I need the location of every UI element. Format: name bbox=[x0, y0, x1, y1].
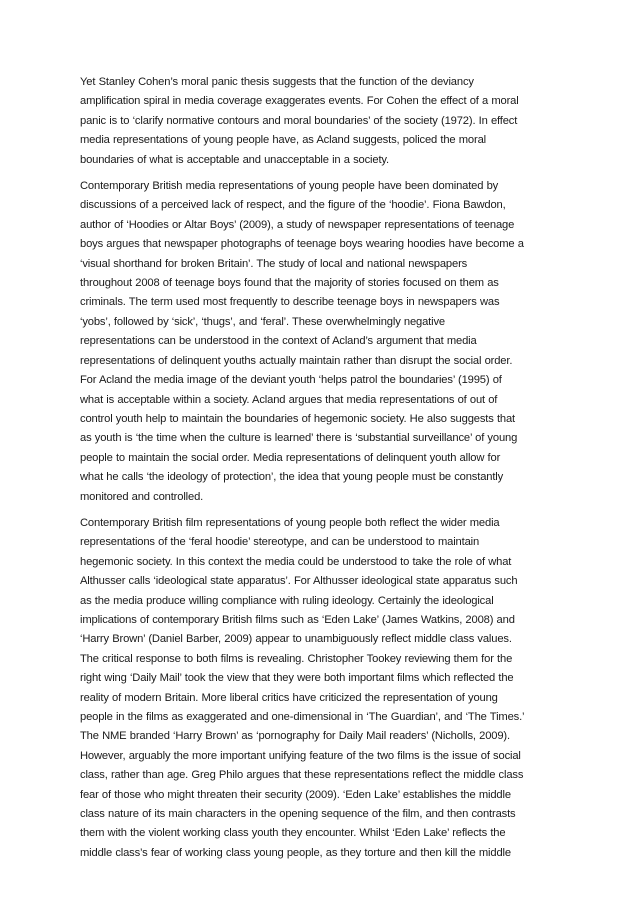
text-line: people to maintain the social order. Media representations of delinquent youth allow for bbox=[80, 451, 501, 464]
text-line: implications of contemporary British films such as ‘Eden Lake’ (James Watkins, 2008) and bbox=[80, 613, 515, 626]
text-line: as the media produce willing compliance with ruling ideology. Certainly the ideological bbox=[80, 594, 494, 607]
text-line: discussions of a perceived lack of respect, and the figure of the ‘hoodie’. Fiona Bawdon, bbox=[80, 199, 506, 212]
text-line: them with the violent working class youth they encounter. Whilst ‘Eden Lake’ reflects the bbox=[80, 827, 506, 840]
text-line: Yet Stanley Cohen’s moral panic thesis suggests that the function of the deviancy bbox=[80, 76, 474, 88]
text-line: boys argues that newspaper photographs of teenage boys wearing hoodies have become a bbox=[80, 238, 524, 251]
text-line: criminals. The term used most frequently to describe teenage boys in newspapers was bbox=[80, 296, 500, 309]
text-line: monitored and controlled. bbox=[80, 490, 204, 503]
text-line: ‘visual shorthand for broken Britain’. The study of local and national newspapers bbox=[80, 257, 468, 270]
document-body bbox=[80, 73, 564, 870]
text-line: boundaries of what is acceptable and unacceptable in a society. bbox=[80, 153, 389, 166]
text-line: class, rather than age. Greg Philo argues that these representations reflect the middle class bbox=[80, 769, 524, 782]
text-line: amplification spiral in media coverage exaggerates events. For Cohen the effect of a moral bbox=[80, 95, 519, 108]
text-line: representations can be understood in the context of Acland’s argument that media bbox=[80, 335, 477, 348]
text-line: ‘yobs’, followed by ‘sick’, ‘thugs’, and ‘feral’. These overwhelmingly negative bbox=[80, 315, 445, 328]
text-line: people in the films as exaggerated and one-dimensional in ‘The Guardian’, and ‘The Times.’ bbox=[80, 711, 525, 723]
paragraph-3 bbox=[80, 514, 564, 863]
text-line: what he calls ‘the ideology of protection’, the idea that young people must be constantly bbox=[80, 471, 504, 484]
text-line: However, arguably the more important unifying feature of the two films is the issue of social bbox=[80, 749, 521, 762]
text-line: representations of the ‘feral hoodie’ stereotype, and can be understood to maintain bbox=[80, 536, 480, 549]
text-line: throughout 2008 of teenage boys found that the majority of stories focused on them as bbox=[80, 277, 499, 290]
text-line: ‘Harry Brown’ (Daniel Barber, 2009) appear to unambiguously reflect middle class values. bbox=[80, 633, 512, 646]
text-line: fear of those who might threaten their security (2009). ‘Eden Lake’ establishes the middle bbox=[80, 788, 511, 801]
text-line: panic is to ‘clarify normative contours and moral boundaries’ of the society (1972). In effect bbox=[80, 114, 518, 127]
text-line: right wing ‘Daily Mail’ took the view that they were both important films which reflected the bbox=[80, 672, 514, 685]
paragraph-2 bbox=[80, 177, 564, 507]
text-line: Contemporary British media representations of young people have been dominated by bbox=[80, 180, 499, 193]
text-line: Contemporary British film representations of young people both reflect the wider media bbox=[80, 516, 500, 529]
text-line: as youth is ‘the time when the culture is learned’ there is ‘substantial surveillance’ of young bbox=[80, 432, 518, 445]
text-line: media representations of young people have, as Acland suggests, policed the moral bbox=[80, 134, 486, 147]
text-line: control youth help to maintain the boundaries of hegemonic society. He also suggests that bbox=[80, 412, 516, 425]
text-line: reality of modern Britain. More liberal critics have criticized the representation of young bbox=[80, 691, 498, 704]
text-line: middle class’s fear of working class young people, as they torture and then kill the middle bbox=[80, 846, 511, 859]
text-line: hegemonic society. In this context the media could be understood to take the role of what bbox=[80, 555, 512, 568]
text-line: what is acceptable within a society. Acland argues that media representations of out of bbox=[80, 393, 498, 406]
text-line: representations of delinquent youths actually maintain rather than disrupt the social order. bbox=[80, 354, 513, 367]
text-line: The critical response to both films is revealing. Christopher Tookey reviewing them for the bbox=[80, 652, 513, 665]
text-line: For Acland the media image of the deviant youth ‘helps patrol the boundaries’ (1995) of bbox=[80, 374, 502, 387]
text-line: author of ‘Hoodies or Altar Boys’ (2009), a study of newspaper representations of teenage bbox=[80, 218, 515, 231]
text-line: The NME branded ‘Harry Brown’ as ‘pornography for Daily Mail readers’ (Nicholls, 2009). bbox=[80, 730, 510, 743]
paragraph-1 bbox=[80, 73, 564, 170]
text-line: class nature of its main characters in the opening sequence of the film, and then contrasts bbox=[80, 808, 516, 821]
text-line: Althusser calls ‘ideological state apparatus’. For Althusser ideological state apparatus such bbox=[80, 575, 518, 588]
